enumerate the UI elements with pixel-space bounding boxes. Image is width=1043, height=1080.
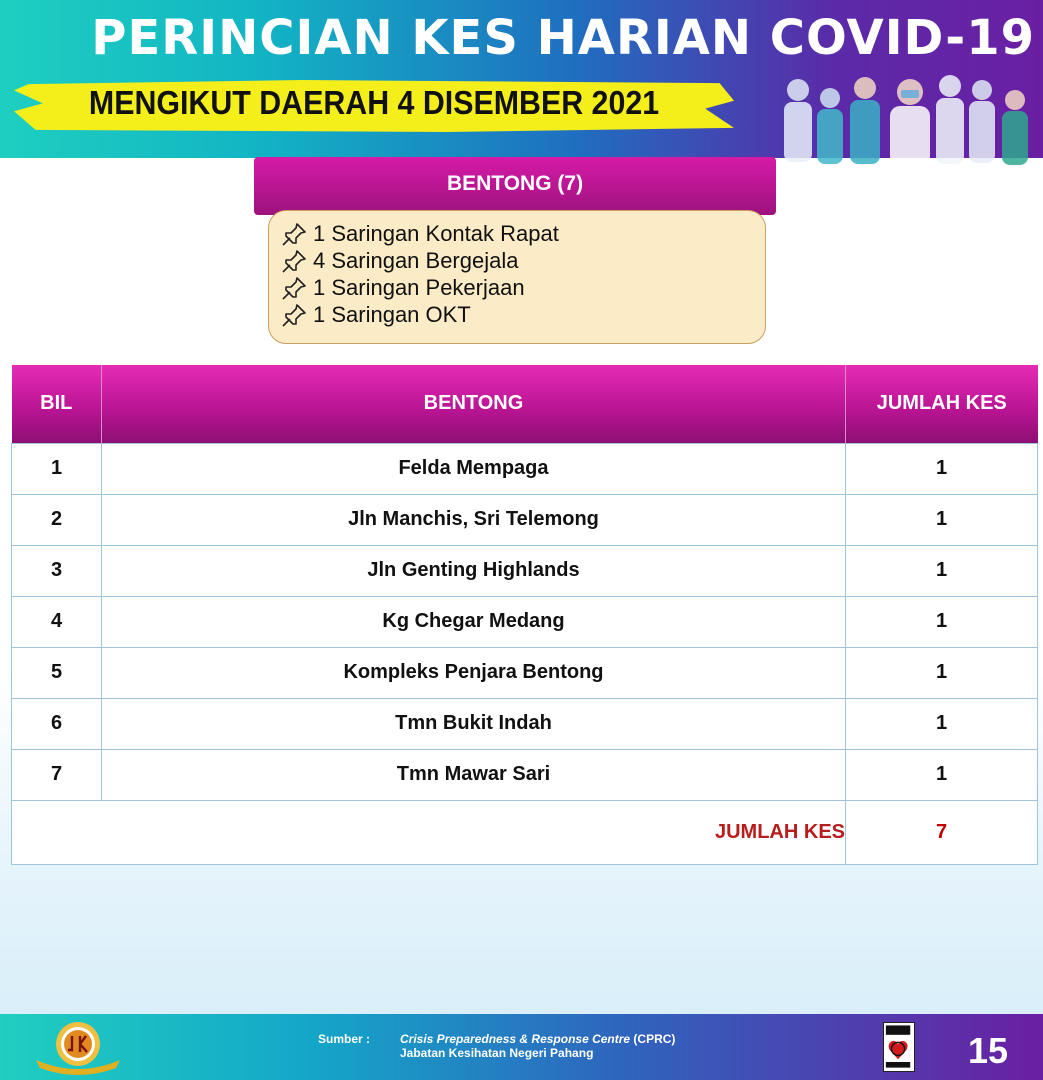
cell-bil: 4 — [12, 596, 102, 647]
cell-bil: 5 — [12, 647, 102, 698]
cases-table — [11, 365, 1038, 865]
header-location: BENTONG — [102, 365, 846, 443]
screening-text: 1 Saringan Kontak Rapat — [313, 220, 559, 246]
source-org-abbr: (CPRC) — [630, 1032, 676, 1046]
cell-count: 1 — [846, 494, 1038, 545]
header-bil: BIL — [12, 365, 102, 443]
table-row — [12, 596, 1038, 647]
table-row — [12, 494, 1038, 545]
healthcare-workers-illustration — [770, 60, 1040, 170]
cell-location: Kompleks Penjara Bentong — [102, 647, 846, 698]
total-value: 7 — [846, 800, 1038, 864]
cell-count: 1 — [846, 545, 1038, 596]
screening-item — [281, 274, 765, 301]
cell-bil: 6 — [12, 698, 102, 749]
screening-item — [281, 247, 765, 274]
page-title: PERINCIAN KES HARIAN COVID-19 — [91, 10, 1035, 66]
screening-text: 1 Saringan OKT — [313, 301, 471, 327]
table-row — [12, 443, 1038, 494]
kdi-logo — [883, 1022, 915, 1072]
screening-item — [281, 301, 765, 328]
cell-location: Tmn Mawar Sari — [102, 749, 846, 800]
table-row — [12, 749, 1038, 800]
header-total-cases: JUMLAH KES — [846, 365, 1038, 443]
source-label: Sumber : — [318, 1032, 371, 1046]
cell-count: 1 — [846, 647, 1038, 698]
cell-bil: 7 — [12, 749, 102, 800]
source-line-1 — [400, 1032, 675, 1046]
cell-count: 1 — [846, 443, 1038, 494]
cell-bil: 1 — [12, 443, 102, 494]
page-number: 15 — [968, 1030, 1009, 1071]
cell-count: 1 — [846, 749, 1038, 800]
page-subtitle: MENGIKUT DAERAH 4 DISEMBER 2021 — [88, 84, 660, 121]
pushpin-icon — [281, 303, 307, 327]
cell-count: 1 — [846, 596, 1038, 647]
heart-icon — [884, 1023, 914, 1071]
cell-location: Felda Mempaga — [102, 443, 846, 494]
cell-count: 1 — [846, 698, 1038, 749]
cell-bil: 2 — [12, 494, 102, 545]
screening-text: 4 Saringan Bergejala — [313, 247, 519, 273]
total-row — [12, 800, 1038, 864]
table-row — [12, 698, 1038, 749]
screening-text: 1 Saringan Pekerjaan — [313, 274, 525, 300]
source-org: Crisis Preparedness & Response Centre — [400, 1032, 631, 1046]
table-row — [12, 647, 1038, 698]
cell-location: Jln Genting Highlands — [102, 545, 846, 596]
district-title: BENTONG (7) — [446, 172, 584, 195]
table-row — [12, 545, 1038, 596]
table-header-row — [12, 365, 1038, 443]
source-text — [400, 1032, 675, 1060]
screening-summary-box — [268, 210, 766, 344]
total-label: JUMLAH KES — [12, 800, 846, 864]
cell-location: Kg Chegar Medang — [102, 596, 846, 647]
pushpin-icon — [281, 222, 307, 246]
screening-item — [281, 220, 765, 247]
cell-location: Tmn Bukit Indah — [102, 698, 846, 749]
jkn-pahang-logo — [32, 1016, 124, 1076]
source-line-2: Jabatan Kesihatan Negeri Pahang — [400, 1046, 594, 1060]
cell-bil: 3 — [12, 545, 102, 596]
pushpin-icon — [281, 276, 307, 300]
cell-location: Jln Manchis, Sri Telemong — [102, 494, 846, 545]
pushpin-icon — [281, 249, 307, 273]
